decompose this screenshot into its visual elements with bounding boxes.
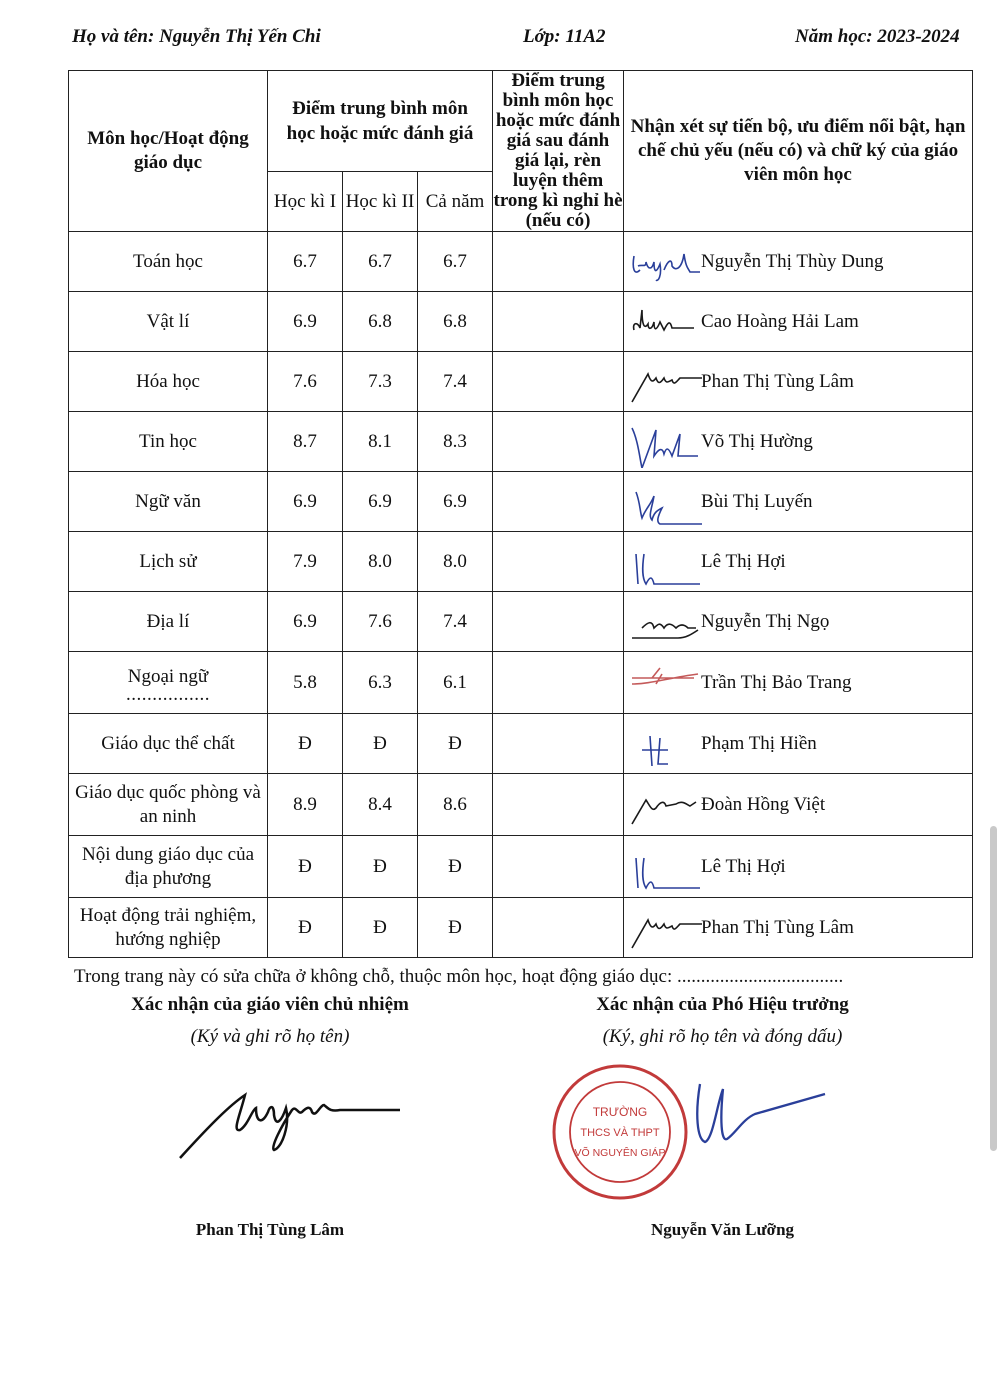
teacher-comment-cell bbox=[624, 352, 973, 412]
col-comment-header bbox=[624, 71, 973, 232]
homeroom-teacher-name: Phan Thị Tùng Lâm bbox=[195, 1220, 345, 1239]
col-sem1-header: Học kì I bbox=[268, 172, 343, 232]
col-reassess-header: Điểm trung bình môn học hoặc mức đánh giá sau đánh giá lại, rèn luyện thêm trong kì nghỉ hè (nếu có) bbox=[493, 70, 623, 231]
teacher-signature bbox=[628, 722, 702, 770]
grade-row bbox=[69, 774, 973, 836]
teacher-name: Cao Hoàng Hải Lam bbox=[701, 310, 859, 332]
grades-table bbox=[68, 70, 973, 958]
score-sem1: 7.6 bbox=[268, 352, 343, 412]
subject-name bbox=[69, 532, 268, 592]
school-year: Năm học: 2023-2024 bbox=[795, 26, 960, 47]
col-average-header bbox=[268, 71, 493, 172]
vice-principal-name: Nguyễn Văn Lưỡng bbox=[650, 1220, 795, 1239]
grade-row bbox=[69, 898, 973, 958]
score-sem1: Đ bbox=[268, 836, 343, 898]
grade-row bbox=[69, 592, 973, 652]
score-sem2: Đ bbox=[343, 836, 418, 898]
teacher-name: Lê Thị Hợi bbox=[701, 550, 786, 572]
teacher-name: Võ Thị Hường bbox=[701, 430, 813, 452]
vice-principal-confirm-instruction: (Ký, ghi rõ họ tên và đóng dấu) bbox=[602, 1026, 843, 1047]
subject-name bbox=[69, 292, 268, 352]
score-sem1: 5.8 bbox=[268, 652, 343, 714]
teacher-comment-cell bbox=[624, 472, 973, 532]
score-reassess bbox=[493, 472, 624, 532]
col-sem2-header: Học kì II bbox=[343, 172, 418, 232]
teacher-comment-cell bbox=[624, 836, 973, 898]
teacher-name: Trần Thị Bảo Trang bbox=[701, 671, 852, 693]
subject-label: Hoạt động trải nghiệm, hướng nghiệp bbox=[79, 904, 257, 950]
teacher-signature bbox=[628, 360, 702, 408]
teacher-signature bbox=[628, 600, 702, 648]
teacher-signature bbox=[628, 660, 702, 708]
subject-name bbox=[69, 898, 268, 958]
teacher-signature bbox=[628, 300, 702, 348]
subject-name bbox=[69, 652, 268, 714]
teacher-comment-cell bbox=[624, 292, 973, 352]
grade-row bbox=[69, 652, 973, 714]
subject-label: Tin học bbox=[139, 430, 197, 452]
subject-label: Ngữ văn bbox=[135, 490, 201, 512]
teacher-signature bbox=[628, 240, 702, 288]
score-reassess bbox=[493, 232, 624, 292]
homeroom-confirm-title: Xác nhận của giáo viên chủ nhiệm bbox=[131, 994, 409, 1015]
teacher-name: Đoàn Hồng Việt bbox=[701, 793, 826, 815]
subject-label: Toán học bbox=[133, 250, 203, 272]
score-sem2: 7.3 bbox=[343, 352, 418, 412]
score-sem2: 6.3 bbox=[343, 652, 418, 714]
score-sem2: Đ bbox=[343, 898, 418, 958]
teacher-signature bbox=[628, 420, 702, 468]
subject-name bbox=[69, 592, 268, 652]
score-year: 8.6 bbox=[418, 774, 493, 836]
score-year: 8.0 bbox=[418, 532, 493, 592]
teacher-comment-cell bbox=[624, 652, 973, 714]
score-reassess bbox=[493, 292, 624, 352]
teacher-comment-cell bbox=[624, 774, 973, 836]
score-sem2: 8.4 bbox=[343, 774, 418, 836]
vice-principal-confirm-title: Xác nhận của Phó Hiệu trưởng bbox=[596, 994, 849, 1015]
teacher-comment-cell bbox=[624, 898, 973, 958]
teacher-name: Phạm Thị Hiền bbox=[701, 732, 817, 754]
score-year: Đ bbox=[418, 836, 493, 898]
score-sem1: 6.7 bbox=[268, 232, 343, 292]
col-average-label: Điểm trung bình môn học hoặc mức đánh giá bbox=[286, 98, 474, 144]
score-year: 6.7 bbox=[418, 232, 493, 292]
score-reassess bbox=[493, 412, 624, 472]
subject-label: Giáo dục quốc phòng và an ninh bbox=[75, 781, 261, 827]
grade-row bbox=[69, 232, 973, 292]
score-year: 8.3 bbox=[418, 412, 493, 472]
col-year-header: Cả năm bbox=[418, 172, 493, 232]
score-reassess bbox=[493, 898, 624, 958]
teacher-name: Bùi Thị Luyến bbox=[701, 490, 813, 512]
subject-name bbox=[69, 232, 268, 292]
teacher-comment-cell bbox=[624, 412, 973, 472]
score-sem2: 6.9 bbox=[343, 472, 418, 532]
grade-row bbox=[69, 836, 973, 898]
score-sem1: 6.9 bbox=[268, 592, 343, 652]
teacher-name: Nguyễn Thị Thùy Dung bbox=[701, 250, 884, 272]
score-sem2: 8.0 bbox=[343, 532, 418, 592]
teacher-comment-cell bbox=[624, 592, 973, 652]
score-sem1: 6.9 bbox=[268, 472, 343, 532]
score-sem1: 8.7 bbox=[268, 412, 343, 472]
score-sem2: 6.7 bbox=[343, 232, 418, 292]
grade-row bbox=[69, 532, 973, 592]
stamp-line-1: TRƯỜNG bbox=[592, 1105, 648, 1119]
grade-row bbox=[69, 292, 973, 352]
student-name: Họ và tên: Nguyễn Thị Yến Chi bbox=[72, 26, 321, 47]
subject-label: Hóa học bbox=[136, 370, 200, 392]
grade-row bbox=[69, 352, 973, 412]
teacher-name: Lê Thị Hợi bbox=[701, 855, 786, 877]
subject-label: Địa lí bbox=[146, 610, 190, 632]
score-reassess bbox=[493, 532, 624, 592]
score-year: Đ bbox=[418, 714, 493, 774]
grade-row bbox=[69, 714, 973, 774]
score-reassess bbox=[493, 592, 624, 652]
col-subject-header: Môn học/Hoạt động giáo dục bbox=[69, 71, 268, 232]
teacher-signature bbox=[628, 540, 702, 588]
subject-label: Nội dung giáo dục của địa phương bbox=[81, 843, 254, 889]
score-sem2: 8.1 bbox=[343, 412, 418, 472]
score-reassess bbox=[493, 836, 624, 898]
score-year: 6.1 bbox=[418, 652, 493, 714]
subject-name bbox=[69, 412, 268, 472]
score-sem1: 8.9 bbox=[268, 774, 343, 836]
grade-row bbox=[69, 412, 973, 472]
col-comment-label: Nhận xét sự tiến bộ, ưu điểm nổi bật, hạn chế chủ yếu (nếu có) và chữ ký của giáo viên môn học bbox=[630, 116, 966, 185]
subject-name bbox=[69, 472, 268, 532]
subject-label: Giáo dục thể chất bbox=[101, 732, 235, 754]
score-sem2: Đ bbox=[343, 714, 418, 774]
teacher-signature bbox=[628, 844, 702, 892]
score-sem2: 6.8 bbox=[343, 292, 418, 352]
subject-label: Lịch sử bbox=[139, 550, 197, 572]
score-sem1: Đ bbox=[268, 898, 343, 958]
score-year: 6.9 bbox=[418, 472, 493, 532]
subject-name bbox=[69, 836, 268, 898]
score-sem1: Đ bbox=[268, 714, 343, 774]
subject-label: Ngoại ngữ bbox=[127, 665, 209, 687]
score-year: 7.4 bbox=[418, 592, 493, 652]
teacher-signature bbox=[628, 782, 702, 830]
stamp-line-2: THCS VÀ THPT bbox=[580, 1127, 660, 1139]
stamp-line-3: VÕ NGUYÊN GIÁP bbox=[574, 1147, 666, 1159]
teacher-name: Phan Thị Tùng Lâm bbox=[701, 916, 854, 938]
score-sem1: 6.9 bbox=[268, 292, 343, 352]
score-year: 6.8 bbox=[418, 292, 493, 352]
teacher-name: Nguyễn Thị Ngọ bbox=[701, 610, 830, 632]
score-reassess bbox=[493, 714, 624, 774]
score-reassess bbox=[493, 774, 624, 836]
score-year: 7.4 bbox=[418, 352, 493, 412]
score-reassess bbox=[493, 352, 624, 412]
subject-name bbox=[69, 714, 268, 774]
teacher-comment-cell bbox=[624, 714, 973, 774]
grade-row bbox=[69, 472, 973, 532]
class-label: Lớp: 11A2 bbox=[523, 26, 606, 47]
teacher-comment-cell bbox=[624, 532, 973, 592]
subject-name bbox=[69, 774, 268, 836]
teacher-signature bbox=[628, 906, 702, 954]
correction-note: Trong trang này có sửa chữa ở không chỗ, thuộc môn học, hoạt động giáo dục: ................................... bbox=[74, 966, 844, 987]
homeroom-signature bbox=[170, 1070, 410, 1170]
scrollbar[interactable] bbox=[990, 826, 997, 1151]
teacher-comment-cell bbox=[624, 232, 973, 292]
subject-label: Vật lí bbox=[146, 310, 190, 332]
teacher-signature bbox=[628, 480, 702, 528]
subject-dots: ................ bbox=[126, 683, 210, 705]
homeroom-confirm-instruction: (Ký và ghi rõ họ tên) bbox=[190, 1026, 350, 1047]
score-sem1: 7.9 bbox=[268, 532, 343, 592]
school-stamp-and-signature bbox=[545, 1064, 845, 1214]
subject-name bbox=[69, 352, 268, 412]
score-sem2: 7.6 bbox=[343, 592, 418, 652]
score-reassess bbox=[493, 652, 624, 714]
score-year: Đ bbox=[418, 898, 493, 958]
teacher-name: Phan Thị Tùng Lâm bbox=[701, 370, 854, 392]
